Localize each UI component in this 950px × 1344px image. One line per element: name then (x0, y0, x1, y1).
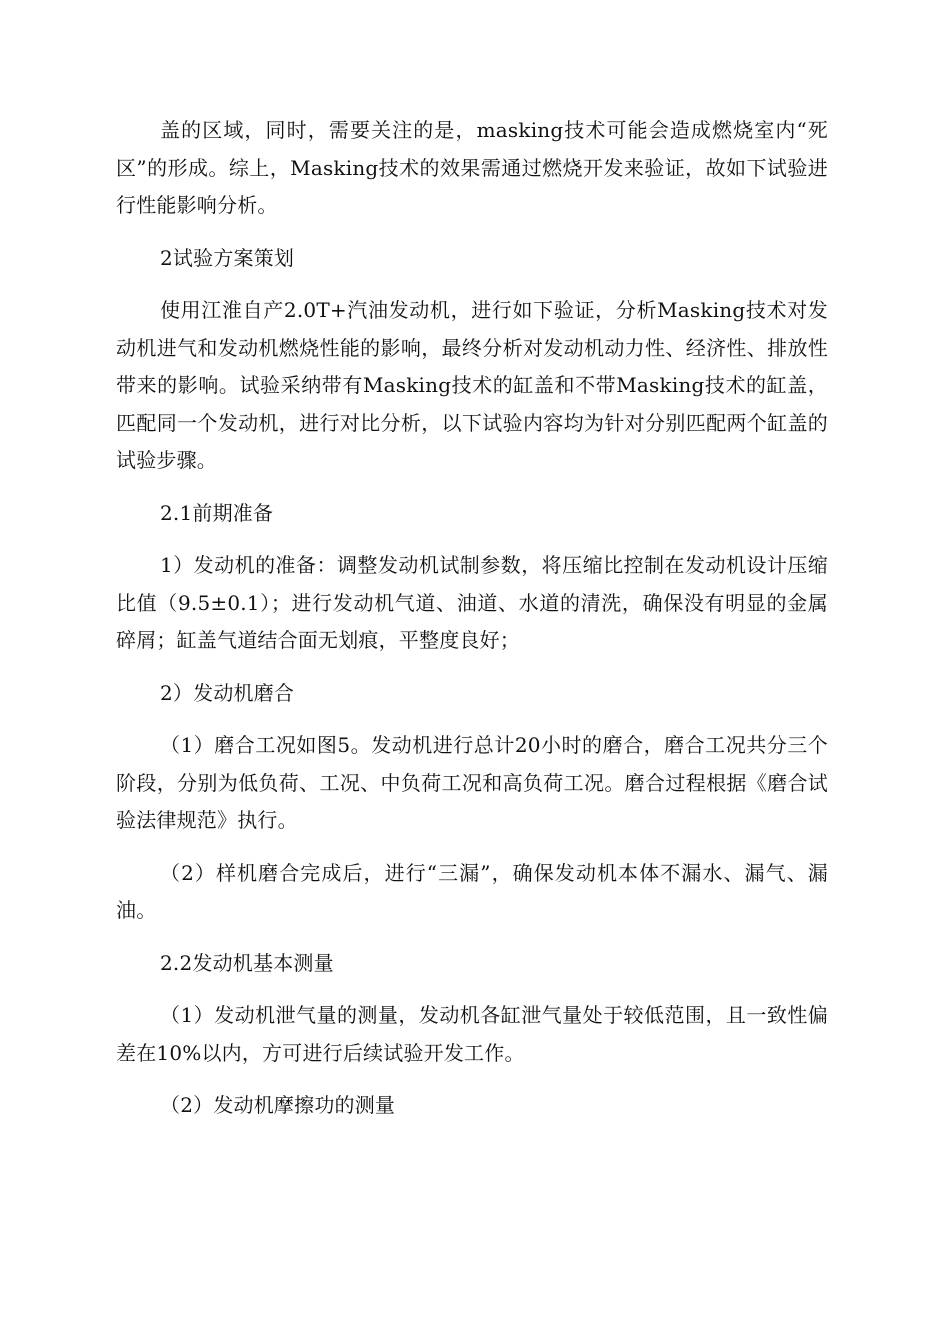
document-body (116, 112, 828, 1140)
paragraph-engine-preparation: 1）发动机的准备：调整发动机试制参数，将压缩比控制在发动机设计压缩比值（9.5±0.1）；进行发动机气道、油道、水道的清洗，确保没有明显的金属碎屑；缸盖气道结合面无划痕，平整度良好； (116, 553, 828, 652)
section-heading-test-plan: 2试验方案策划 (160, 245, 295, 270)
section-heading-basic-measurement: 2.2发动机基本测量 (160, 950, 334, 975)
paragraph-break-in-conditions: （1）磨合工况如图5。发动机进行总计20小时的磨合，磨合工况共分三个阶段，分别为低负荷、工况、中负荷工况和高负荷工况。磨合过程根据《磨合试验法律规范》执行。 (116, 733, 828, 832)
paragraph-masking-summary: 盖的区域，同时，需要关注的是，masking技术可能会造成燃烧室内“死区”的形成。综上，Masking技术的效果需通过燃烧开发来验证，故如下试验进行性能影响分析。 (116, 118, 828, 217)
paragraph-test-plan: 使用江淮自产2.0T+汽油发动机，进行如下验证，分析Masking技术对发动机进气和发动机燃烧性能的影响，最终分析对发动机动力性、经济性、排放性带来的影响。试验采纳带有Masking技术的缸盖和不带Masking技术的缸盖，匹配同一个发动机，进行对比分析，以下试验内容均为针对分别匹配两个缸盖的试验步骤。 (116, 298, 828, 472)
paragraph-three-leaks: （2）样机磨合完成后，进行“三漏”，确保发动机本体不漏水、漏气、漏油。 (116, 860, 828, 922)
paragraph-blowby-measurement: （1）发动机泄气量的测量，发动机各缸泄气量处于较低范围，且一致性偏差在10%以内，方可进行后续试验开发工作。 (116, 1003, 828, 1065)
section-heading-preparation: 2.1前期准备 (160, 500, 274, 525)
paragraph-friction-measurement: （2）发动机摩擦功的测量 (160, 1093, 396, 1117)
subheading-engine-break-in: 2）发动机磨合 (160, 680, 295, 705)
